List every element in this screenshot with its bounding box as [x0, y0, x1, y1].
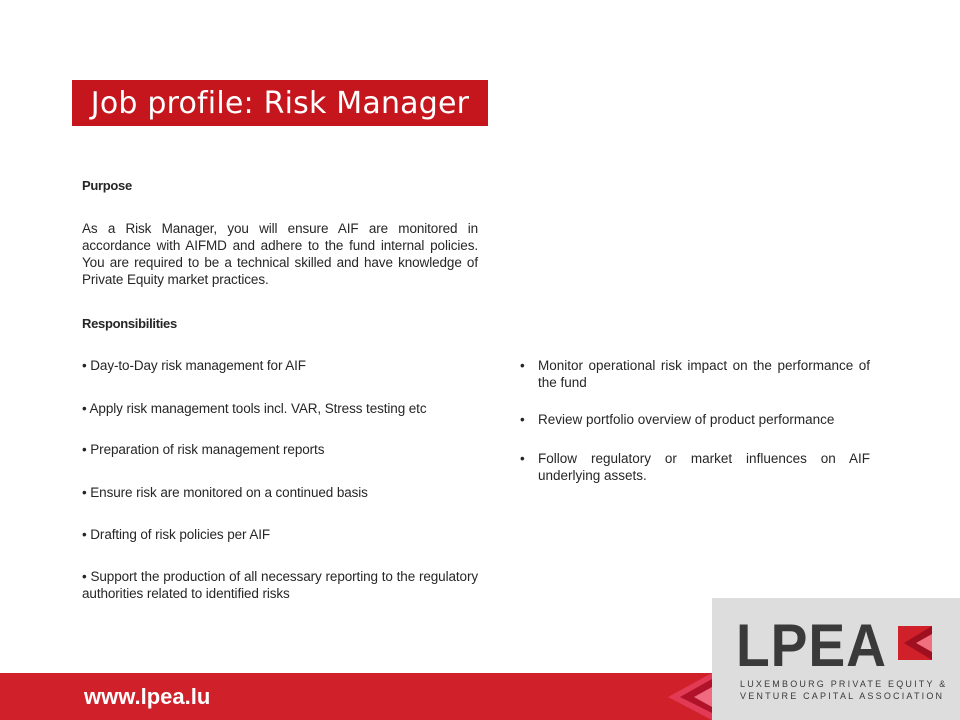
left-bullet-5: • Drafting of risk policies per AIF: [82, 527, 271, 542]
right-bullet-2: [520, 411, 870, 428]
logo-subtitle-line-1: LUXEMBOURG PRIVATE EQUITY &: [740, 679, 948, 689]
page-title: Job profile: Risk Manager: [90, 85, 470, 121]
responsibilities-heading: Responsibilities: [82, 316, 177, 331]
right-bullet-text: Follow regulatory or market influences on AIF underlying assets.: [538, 451, 870, 483]
left-bullet-1: • Day-to-Day risk management for AIF: [82, 358, 306, 373]
left-bullet-4: • Ensure risk are monitored on a continued basis: [82, 485, 368, 500]
purpose-text: As a Risk Manager, you will ensure AIF are monitored in accordance with AIFMD and adhere to the fund internal policies. You are required to be a technical skilled and have knowledge of Private Equity market practices.: [82, 221, 478, 287]
bullet-dot: •: [520, 451, 525, 466]
logo-arrow-icon: [898, 626, 932, 660]
left-bullet-3: • Preparation of risk management reports: [82, 442, 325, 457]
logo-wordmark: LPEA: [736, 612, 887, 679]
bullet-dot: •: [520, 412, 525, 427]
logo-subtitle: [740, 678, 947, 702]
title-banner: [72, 80, 488, 126]
right-bullet-3: [520, 450, 870, 484]
footer-arrow-icon: [660, 673, 712, 720]
logo-subtitle-line-2: VENTURE CAPITAL ASSOCIATION: [740, 691, 945, 701]
right-bullet-text: Review portfolio overview of product performance: [538, 412, 835, 427]
left-bullet-6: • Support the production of all necessary reporting to the regulatory authorities related to identified risks: [82, 569, 478, 601]
right-bullet-1: [520, 357, 870, 391]
purpose-heading: Purpose: [82, 178, 132, 193]
right-bullet-text: Monitor operational risk impact on the performance of the fund: [538, 358, 870, 390]
footer-url-link[interactable]: www.lpea.lu: [84, 684, 211, 709]
left-bullet-2: • Apply risk management tools incl. VAR, Stress testing etc: [82, 401, 427, 416]
bullet-dot: •: [520, 358, 525, 373]
